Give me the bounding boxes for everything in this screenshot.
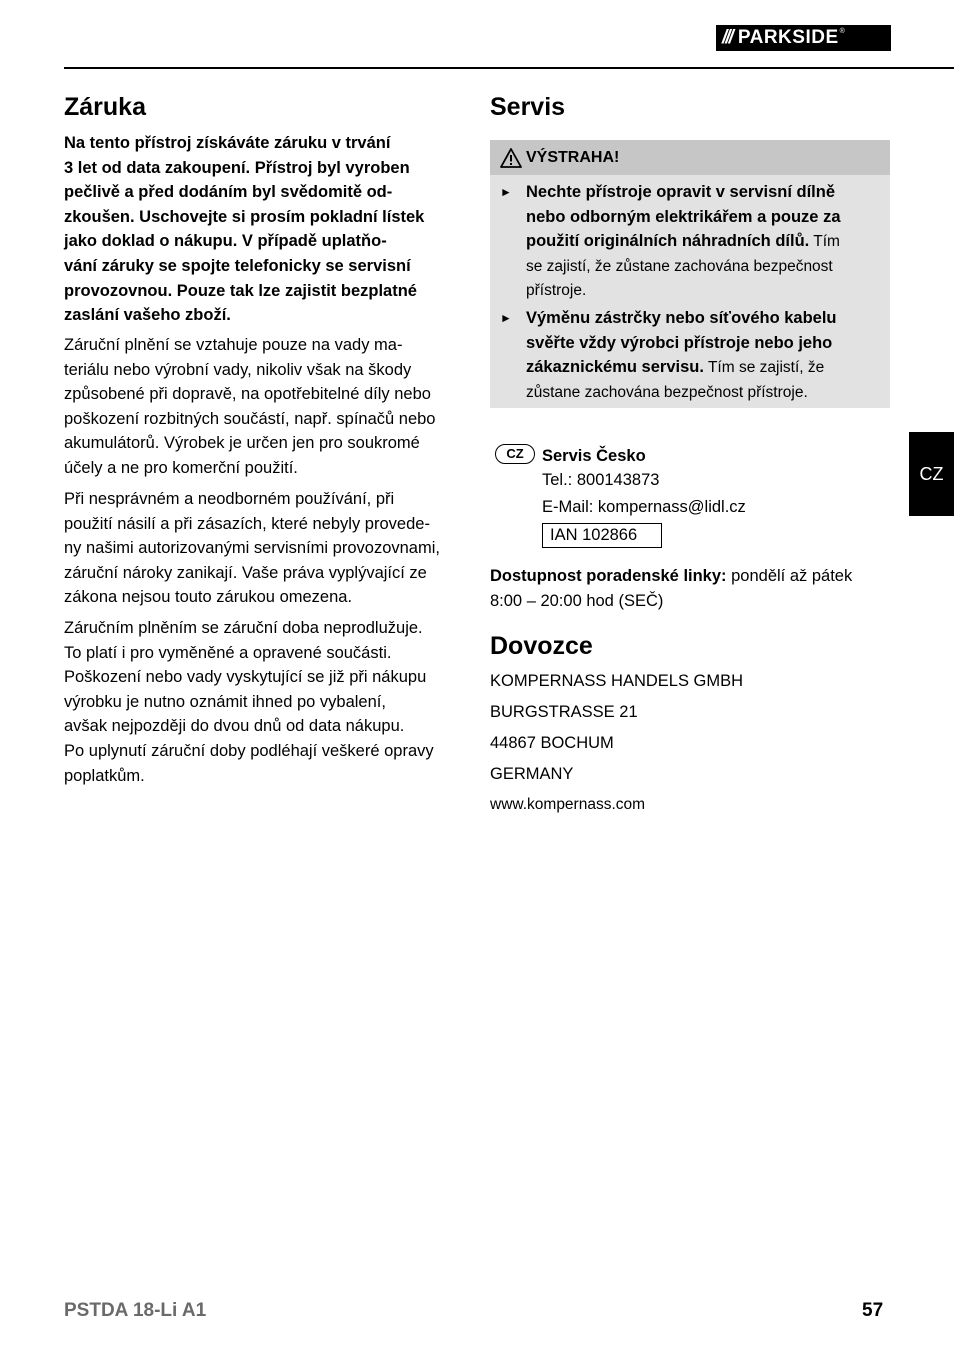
importer-line-1: KOMPERNASS HANDELS GMBH [490, 672, 744, 690]
importer-line-3: 44867 BOCHUM [490, 734, 614, 752]
logo-brand: PARKSIDE [737, 27, 839, 48]
warning-header [490, 140, 890, 175]
warning-triangle-icon [500, 148, 522, 168]
country-badge: CZ [495, 444, 535, 464]
service-email: E-Mail: kompernass@lidl.cz [542, 498, 746, 516]
header-rule [64, 67, 954, 69]
importer-website: www.kompernass.com [490, 796, 646, 813]
importer-line-4: GERMANY [490, 765, 574, 783]
service-phone: Tel.: 800143873 [542, 471, 660, 489]
bullet-arrow-icon: ► [500, 185, 512, 199]
parkside-logo [716, 25, 891, 51]
ian-number: IAN 102866 [542, 523, 662, 548]
warranty-paragraph-2: Při nesprávném a neodborném používání, při použití násilí a při zásazích, které nebyly provede- ny našimi autorizovanými servisními provozovnami, záruční nároky zanikají. Vaše práva vyplývající ze zákona nejsou touto zárukou omezena. [64, 490, 440, 607]
service-center-name: Servis Česko [542, 447, 646, 465]
service-heading: Servis [490, 93, 566, 121]
warranty-heading: Záruka [64, 93, 146, 121]
warranty-paragraph-1: Záruční plnění se vztahuje pouze na vady ma- teriálu nebo výrobní vady, nikoliv však na škody způsobené při dopravě, na opotřebitelné díly nebo poškození rozbitných součástí, např. spínačů nebo akumulátorů. Výrobek je určen jen pro soukromé účely a ne pro komerční použití. [64, 336, 436, 477]
warranty-paragraph-3: Záručním plněním se záruční doba neprodlužuje. To platí i pro vyměněné a opravené součásti. Poškození nebo vady vyskytující se již při nákupu výrobku je nutno oznámit ihned po vybalení, avšak nejpozději do dvou dnů od data nákupu. Po uplynutí záruční doby podléhají veškeré opravy poplatkům. [64, 619, 434, 785]
importer-heading: Dovozce [490, 632, 593, 660]
footer-model: PSTDA 18-Li A1 [64, 1300, 207, 1321]
warning-title: VÝSTRAHA! [526, 148, 620, 166]
bullet-arrow-icon: ► [500, 311, 512, 325]
logo-registered-mark: ® [839, 28, 845, 35]
page-number: 57 [862, 1300, 884, 1321]
hotline-info: Dostupnost poradenské linky: pondělí až pátek 8:00 – 20:00 hod (SEČ) [490, 567, 853, 610]
logo-slashes: /// [722, 27, 732, 48]
warranty-intro: Na tento přístroj získáváte záruku v trvání 3 let od data zakoupení. Přístroj byl vyroben pečlivě a před dodáním byl svědomitě od- zkoušen. Uschovejte si prosím pokladní lístek jako doklad o nákupu. V případě uplatňo- vání záruky se spojte telefonicky se servisní provozovnou. Pouze tak lze zajistit bezplatné zaslání vašeho zboží. [64, 134, 425, 325]
importer-line-2: BURGSTRASSE 21 [490, 703, 638, 721]
language-tab: CZ [909, 432, 954, 516]
